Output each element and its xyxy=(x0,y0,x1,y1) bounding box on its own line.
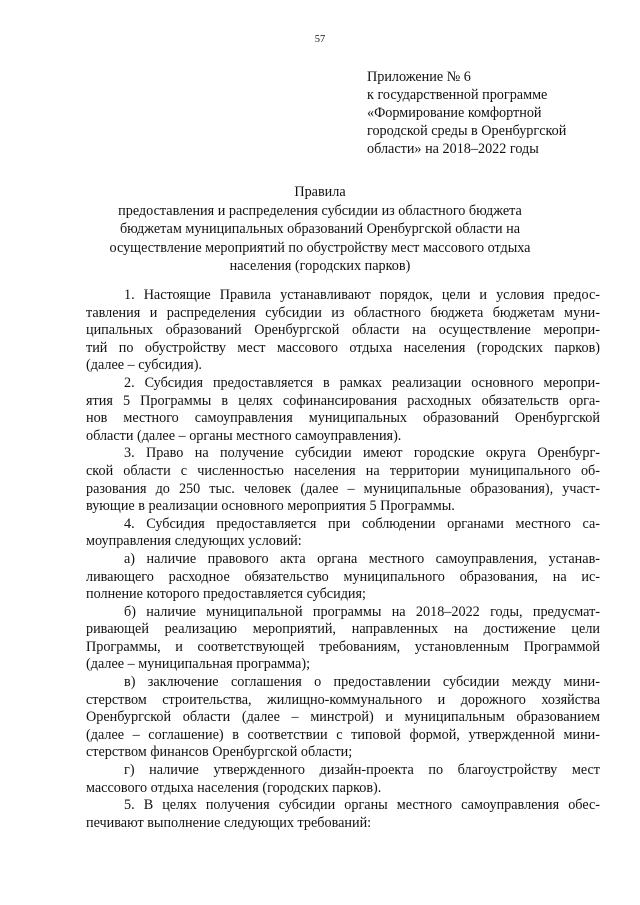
body-line: стерством финансов Оренбургской области; xyxy=(86,744,353,761)
body-line: нов местного самоуправления муниципальных образований Оренбургской xyxy=(86,410,600,427)
body-line: разования до 250 тыс. человек (далее – муниципальные образования), участ- xyxy=(86,480,600,497)
body-line: области (далее – органы местного самоуправления). xyxy=(86,427,402,444)
appendix-line: «Формирование комфортной xyxy=(367,105,542,121)
title-subtitle-line: осуществление мероприятий по обустройству мест массового отдыха xyxy=(109,239,531,256)
body-line: Оренбургской области (далее – минстрой) и муниципальным образованием xyxy=(86,709,600,726)
body-line: печивают выполнение следующих требований: xyxy=(86,814,372,831)
body-line: ципальных образований Оренбургской области на осуществление меропри- xyxy=(86,322,600,339)
body-line: б) наличие муниципальной программы на 2018–2022 годы, предусмат- xyxy=(124,603,600,620)
title-subtitle-line: населения (городских парков) xyxy=(229,258,411,274)
title-heading: Правила xyxy=(294,184,346,200)
body-line: а) наличие правового акта органа местного самоуправления, устанав- xyxy=(124,550,600,567)
appendix-line: Приложение № 6 xyxy=(367,69,471,85)
appendix-line: городской среды в Оренбургской xyxy=(367,123,567,139)
body-line: моуправления следующих условий: xyxy=(86,533,302,550)
body-line: ривающей реализацию мероприятий, направленных на достижение цели xyxy=(86,621,600,638)
body-line: ятия 5 Программы в целях софинансирования расходных обязательств орга- xyxy=(86,392,600,409)
body-line: 3. Право на получение субсидии имеют городские округа Оренбург- xyxy=(124,445,600,462)
body-line: (далее – муниципальная программа); xyxy=(86,656,311,673)
body-line: тавления и распределения субсидии из областного бюджета бюджетам муни- xyxy=(86,304,600,321)
body-line: полнение которого предоставляется субсидия; xyxy=(86,586,366,603)
body-line: тий по обустройству мест массового отдыха населения (городских парков) xyxy=(86,339,600,356)
document-title xyxy=(0,183,640,276)
body-line: 5. В целях получения субсидии органы местного самоуправления обес- xyxy=(124,797,600,814)
page-number: 57 xyxy=(314,34,326,45)
body-line: 2. Субсидия предоставляется в рамках реализации основного меропри- xyxy=(124,374,600,391)
title-subtitle-line: бюджетам муниципальных образований Оренбургской области на xyxy=(119,221,521,237)
body-line: 4. Субсидия предоставляется при соблюдении органами местного са- xyxy=(124,515,600,532)
body-line: вующие в реализации основного мероприятия 5 Программы. xyxy=(86,498,455,515)
body-line: (далее – соглашение) в соответствии с типовой формой, утвержденной мини- xyxy=(86,726,600,743)
body-line: 1. Настоящие Правила устанавливают порядок, цели и условия предос- xyxy=(124,287,600,303)
body-line: стерством строительства, жилищно-коммунального и дорожного хозяйства xyxy=(86,691,600,708)
body-line: ливающего расходное обязательство муниципального образования, на ис- xyxy=(86,568,600,585)
title-subtitle-line: предоставления и распределения субсидии из областного бюджета xyxy=(118,202,522,219)
appendix-line: области» на 2018–2022 годы xyxy=(367,141,539,157)
appendix-line: к государственной программе xyxy=(367,87,548,103)
body-line: ской области с численностью населения на территории муниципального об- xyxy=(86,462,600,479)
appendix-header xyxy=(367,68,607,158)
body-line: массового отдыха населения (городских парков). xyxy=(86,779,382,796)
body-text xyxy=(86,287,600,832)
body-line: Программы, и соответствующей требованиям, установленным Программой xyxy=(86,638,600,655)
body-line: (далее – субсидия). xyxy=(86,357,202,374)
body-line: г) наличие утвержденного дизайн-проекта по благоустройству мест xyxy=(124,762,600,779)
body-line: в) заключение соглашения о предоставлении субсидии между мини- xyxy=(124,674,600,691)
